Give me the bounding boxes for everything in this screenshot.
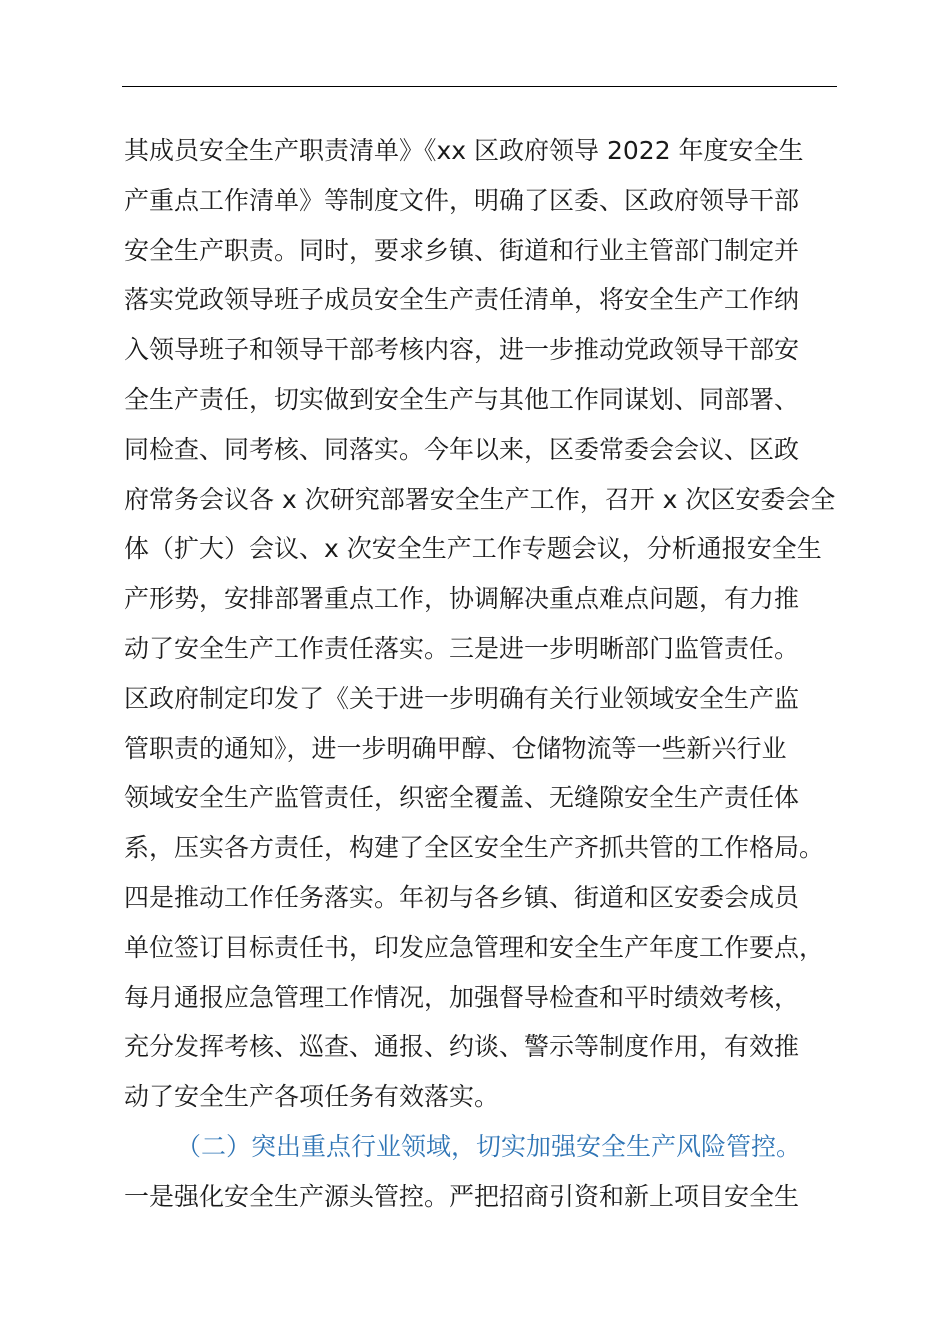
text-line: 产重点工作清单》等制度文件，明确了区委、区政府领导干部: [124, 185, 800, 215]
text-line: 领域安全生产监管责任，织密全覆盖、无缝隙安全生产责任体: [124, 783, 800, 813]
text-line: 区政府制定印发了《关于进一步明确有关行业领域安全生产监: [124, 683, 800, 713]
text-line: 入领导班子和领导干部考核内容，进一步推动党政领导干部安: [124, 335, 800, 365]
text-line: 落实党政领导班子成员安全生产责任清单，将安全生产工作纳: [124, 285, 800, 315]
header-rule: [122, 86, 837, 87]
text-line: 单位签订目标责任书，印发应急管理和安全生产年度工作要点，: [124, 932, 825, 962]
text-line: 动了安全生产工作责任落实。三是进一步明晰部门监管责任。: [124, 633, 800, 663]
text-line: 府常务会议各 x 次研究部署安全生产工作，召开 x 次区安委会全: [124, 484, 836, 514]
text-line: 一是强化安全生产源头管控。严把招商引资和新上项目安全生: [124, 1181, 800, 1211]
text-line: 安全生产职责。同时，要求乡镇、街道和行业主管部门制定并: [124, 235, 800, 265]
text-line: 系，压实各方责任，构建了全区安全生产齐抓共管的工作格局。: [124, 833, 825, 863]
text-line: 每月通报应急管理工作情况，加强督导检查和平时绩效考核，: [124, 982, 800, 1012]
text-line: 管职责的通知》，进一步明确甲醇、仓储物流等一些新兴行业: [124, 733, 787, 763]
text-line: 充分发挥考核、巡查、通报、约谈、警示等制度作用，有效推: [124, 1032, 800, 1062]
body-text: [124, 126, 844, 1222]
text-line: 体（扩大）会议、x 次安全生产工作专题会议，分析通报安全生: [124, 534, 822, 564]
text-line: 同检查、同考核、同落实。今年以来，区委常委会会议、区政: [124, 434, 800, 464]
text-line: 其成员安全生产职责清单》《xx 区政府领导 2022 年度安全生: [124, 136, 804, 165]
text-line: 产形势，安排部署重点工作，协调解决重点难点问题，有力推: [124, 584, 800, 614]
section-heading: （二）突出重点行业领域，切实加强安全生产风险管控。: [176, 1131, 802, 1161]
text-line: 动了安全生产各项任务有效落实。: [124, 1082, 500, 1112]
text-line: 四是推动工作任务落实。年初与各乡镇、街道和区安委会成员: [124, 882, 800, 912]
text-line: 全生产责任，切实做到安全生产与其他工作同谋划、同部署、: [124, 384, 800, 414]
